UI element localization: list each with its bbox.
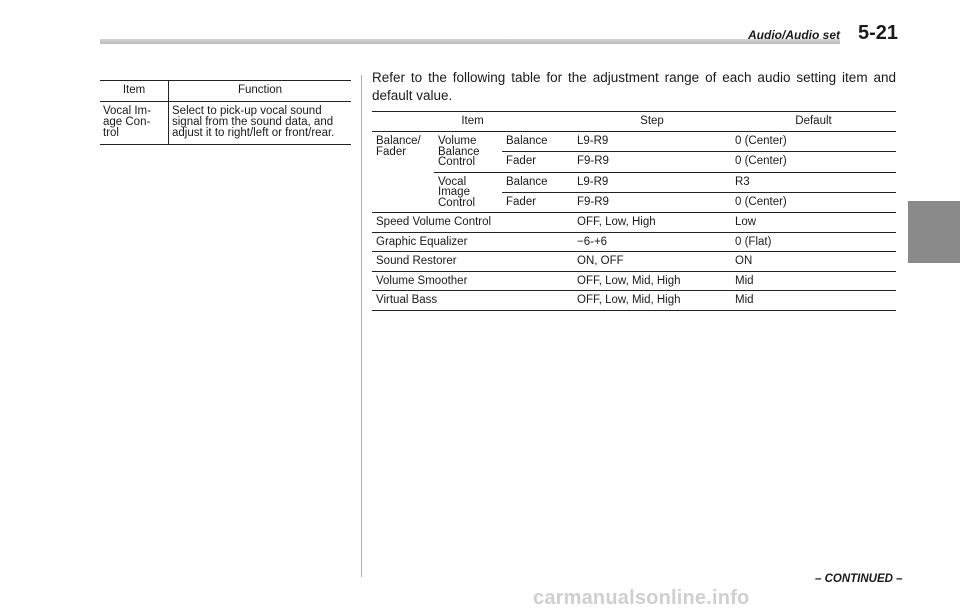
default-cell: 0 (Center): [731, 152, 896, 172]
item-cell: Speed Volume Control: [372, 213, 573, 233]
header-rule: [100, 39, 840, 44]
balance-fader-cell: Balance/ Fader: [372, 132, 434, 213]
table-row: [372, 271, 896, 291]
vocal-function-table: [100, 80, 351, 145]
step-cell: OFF, Low, High: [573, 213, 731, 233]
item-cell: Graphic Equalizer: [372, 232, 573, 252]
table-row: [100, 102, 351, 145]
step-cell: OFF, Low, Mid, High: [573, 291, 731, 311]
section-title: Audio/Audio set: [748, 28, 840, 42]
step-cell: OFF, Low, Mid, High: [573, 271, 731, 291]
table-row: [372, 213, 896, 233]
default-cell: ON: [731, 252, 896, 272]
step-cell: L9-R9: [573, 132, 731, 152]
default-cell: 0 (Center): [731, 192, 896, 212]
item-cell: Vocal Im- age Con- trol: [100, 102, 169, 145]
default-cell: 0 (Flat): [731, 232, 896, 252]
sub-item-cell: Fader: [502, 152, 573, 172]
audio-settings-table: [372, 111, 896, 311]
table-row: [372, 291, 896, 311]
column-header-step: Step: [573, 112, 731, 132]
sub-item-cell: Fader: [502, 192, 573, 212]
column-divider: [361, 75, 362, 577]
table-row: [372, 232, 896, 252]
continued-label: – CONTINUED –: [815, 573, 903, 585]
column-header-item: Item: [372, 112, 573, 132]
default-cell: R3: [731, 172, 896, 192]
table-row: [372, 172, 896, 192]
step-cell: −6-+6: [573, 232, 731, 252]
table-row: [372, 252, 896, 272]
column-header-item: Item: [100, 81, 169, 102]
sub-item-cell: Balance: [502, 172, 573, 192]
table-row: [372, 132, 896, 152]
step-cell: F9-R9: [573, 192, 731, 212]
column-header-function: Function: [169, 81, 352, 102]
item-cell: Virtual Bass: [372, 291, 573, 311]
item-cell: Volume Smoother: [372, 271, 573, 291]
intro-paragraph: Refer to the following table for the adjustment range of each audio setting item and default value.: [372, 70, 896, 103]
volume-balance-control-cell: Volume Balance Control: [434, 132, 502, 173]
function-cell: Select to pick-up vocal sound signal from the sound data, and adjust it to right/left or front/rear.: [169, 102, 352, 145]
page-number: 5-21: [858, 22, 899, 44]
default-cell: Mid: [731, 291, 896, 311]
default-cell: Low: [731, 213, 896, 233]
step-cell: F9-R9: [573, 152, 731, 172]
vocal-image-control-cell: Vocal Image Control: [434, 172, 502, 213]
sub-item-cell: Balance: [502, 132, 573, 152]
step-cell: L9-R9: [573, 172, 731, 192]
watermark: carmanualsonline.info: [533, 587, 750, 609]
item-cell: Sound Restorer: [372, 252, 573, 272]
step-cell: ON, OFF: [573, 252, 731, 272]
chapter-tab: [908, 201, 960, 263]
default-cell: 0 (Center): [731, 132, 896, 152]
column-header-default: Default: [731, 112, 896, 132]
default-cell: Mid: [731, 271, 896, 291]
